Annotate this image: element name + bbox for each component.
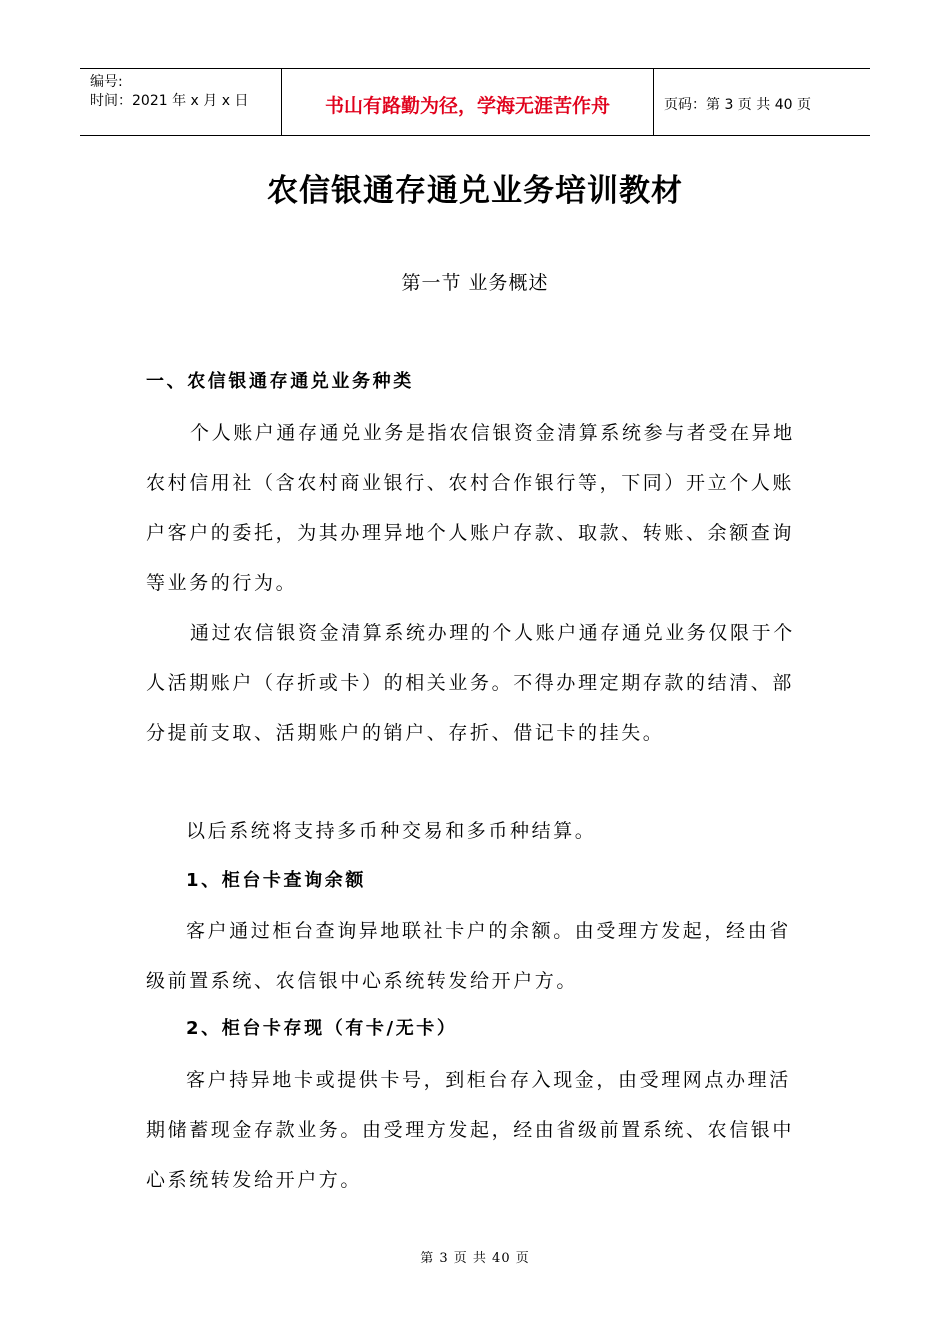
motto-text: 书山有路勤为径，学海无涯苦作舟 (324, 94, 610, 117)
page-header (80, 68, 870, 136)
heading-business-types: 一、农信银通存通兑业务种类 (146, 371, 414, 392)
paragraph-card-deposit: 客户持异地卡或提供卡号，到柜台存入现金，由受理网点办理活期储蓄现金存款业务。由受理方发起，经由省级前置系统、农信银中心系统转发给开户方。 (146, 1069, 795, 1191)
page-footer: 第 3 页 共 40 页 (420, 1251, 530, 1266)
paragraph-definition: 个人账户通存通兑业务是指农信银资金清算系统参与者受在异地农村信用社（含农村商业银行、农村合作银行等，下同）开立个人账户客户的委托，为其办理异地个人账户存款、取款、转账、余额查询等业务的行为。 (146, 422, 795, 594)
heading-card-balance: 1、柜台卡查询余额 (186, 870, 366, 891)
document-title: 农信银通存通兑业务培训教材 (267, 173, 683, 209)
header-meta-cell (80, 69, 282, 135)
time-label: 时间：2021 年 x 月 x 日 (90, 93, 249, 109)
code-label: 编号: (90, 74, 123, 90)
paragraph-future: 以后系统将支持多币种交易和多币种结算。 (186, 820, 597, 842)
page-info: 页码：第 3 页 共 40 页 (664, 97, 811, 113)
section-title: 第一节 业务概述 (401, 272, 549, 294)
header-motto-cell (282, 69, 654, 135)
paragraph-scope: 通过农信银资金清算系统办理的个人账户通存通兑业务仅限于个人活期账户（存折或卡）的相关业务。不得办理定期存款的结清、部分提前支取、活期账户的销户、存折、借记卡的挂失。 (146, 622, 795, 744)
heading-card-deposit: 2、柜台卡存现（有卡/无卡） (186, 1018, 458, 1039)
header-page-cell (654, 69, 870, 135)
paragraph-card-balance: 客户通过柜台查询异地联社卡户的余额。由受理方发起，经由省级前置系统、农信银中心系统转发给开户方。 (146, 920, 791, 992)
